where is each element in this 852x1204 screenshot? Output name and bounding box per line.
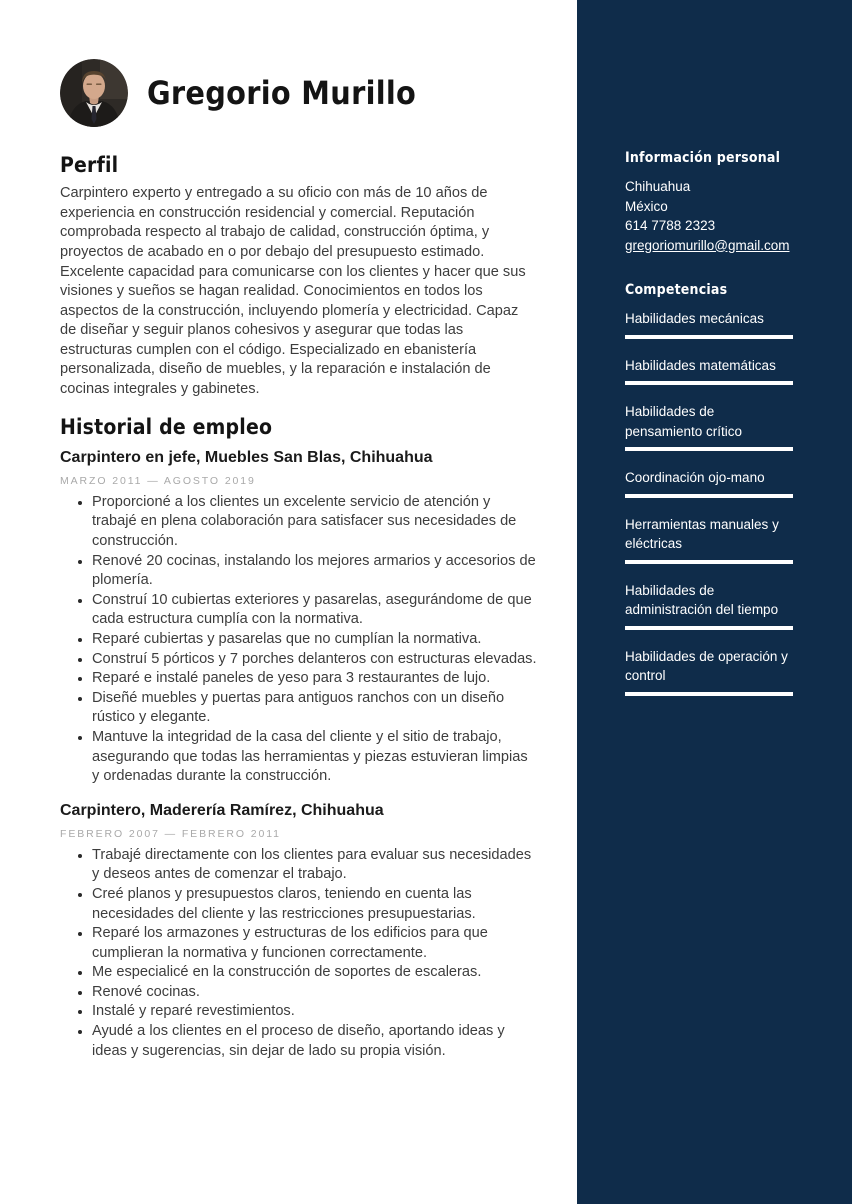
job-title: Carpintero en jefe, Muebles San Blas, Chihuahua <box>60 448 433 466</box>
skill-bar-fill <box>625 381 793 385</box>
job-bullet: • Me especialicé en la construcción de soportes de escaleras. <box>92 963 538 983</box>
skill-label: Habilidades de pensamiento crítico <box>625 404 743 439</box>
skills-section <box>625 282 793 696</box>
personal-info-items <box>625 177 793 236</box>
main-column <box>60 0 538 1075</box>
job-dates: FEBRERO 2007 — FEBRERO 2011 <box>60 827 281 840</box>
skill-bar <box>625 692 793 696</box>
candidate-name: Gregorio Murillo <box>147 74 417 112</box>
skill-bar <box>625 381 793 385</box>
skill-item <box>625 402 793 451</box>
job-bullet: • Reparé cubiertas y pasarelas que no cumplían la normativa. <box>92 630 538 650</box>
profile-photo <box>60 59 128 127</box>
skill-label: Coordinación ojo-mano <box>625 470 765 485</box>
profile-photo-image <box>60 59 128 127</box>
skill-label: Habilidades matemáticas <box>625 357 776 373</box>
skill-label: Habilidades mecánicas <box>625 311 764 326</box>
skill-item <box>625 309 793 339</box>
skill-bar <box>625 560 793 564</box>
skill-bar <box>625 626 793 630</box>
skill-bar-fill <box>625 447 793 451</box>
job-bullet: • Construí 5 pórticos y 7 porches delanteros con estructuras elevadas. <box>92 650 538 670</box>
resume-header <box>60 0 538 127</box>
personal-info-item: 614 7788 2323 <box>625 218 716 233</box>
job-bullet: • Mantuve la integridad de la casa del cliente y el sitio de trabajo, asegurando que todas las herramientas y piezas estuvieran limpias y ordenadas durante la construcción. <box>92 728 538 787</box>
job-bullet-list <box>60 493 538 787</box>
sidebar <box>577 0 852 1204</box>
profile-section-title: Perfil <box>60 153 119 177</box>
profile-summary: Carpintero experto y entregado a su oficio con más de 10 años de experiencia en construcción residencial y comercial. Reputación comprobada respecto al trabajo de calidad, construcción óptima, y proyectos de acabado en o por debajo del presupuesto estimado. Excelente capacidad para comunicarse con los clientes y hacer que sus visiones y sueños se hagan realidad. Conocimientos en todos los aspectos de la construcción, incluyendo plomería y electricidad. Capaz de diseñar y seguir planos cohesivos y asegurar que todas las estructuras cumplen con el código. Especializado en ebanistería personalizada, diseño de muebles, y la reparación e instalación de cocinas integrales y gabinetes. <box>60 185 526 398</box>
skill-bar-fill <box>625 494 793 498</box>
job-bullet: • Proporcioné a los clientes un excelente servicio de atención y trabajé en plena colaboración para satisfacer sus necesidades de construcción. <box>92 493 538 552</box>
personal-info-item: México <box>625 198 668 214</box>
job-bullet: • Trabajé directamente con los clientes para evaluar sus necesidades y deseos antes de comenzar el trabajo. <box>92 846 538 885</box>
employment-history <box>60 448 538 1061</box>
job-bullet: • Diseñé muebles y puertas para antiguos ranchos con un diseño rústico y elegante. <box>92 689 538 728</box>
personal-info-section <box>625 150 793 255</box>
job-bullet: • Reparé e instalé paneles de yeso para 3 restaurantes de lujo. <box>92 669 538 689</box>
skill-item <box>625 515 793 564</box>
email-link[interactable]: gregoriomurillo@gmail.com <box>625 237 790 253</box>
skill-item <box>625 647 793 696</box>
job-bullet: • Renové 20 cocinas, instalando los mejores armarios y accesorios de plomería. <box>92 552 538 591</box>
job-bullet: • Construí 10 cubiertas exteriores y pasarelas, asegurándome de que cada estructura cumplía con la normativa. <box>92 591 538 630</box>
skill-bar-fill <box>625 626 793 630</box>
skill-bar-fill <box>625 692 793 696</box>
job-bullet: • Instalé y reparé revestimientos. <box>92 1002 538 1022</box>
skills-list <box>625 309 793 696</box>
job-entry <box>60 448 538 787</box>
skill-bar-fill <box>625 335 793 339</box>
skills-title: Competencias <box>625 282 728 298</box>
personal-info-title: Información personal <box>625 150 781 166</box>
skill-bar <box>625 447 793 451</box>
skill-label: Herramientas manuales y eléctricas <box>625 516 779 551</box>
employment-section-title: Historial de empleo <box>60 414 273 439</box>
skill-label: Habilidades de administración del tiempo <box>625 582 779 617</box>
job-dates: MARZO 2011 — AGOSTO 2019 <box>60 474 256 487</box>
skill-bar <box>625 494 793 498</box>
job-bullet: • Renové cocinas. <box>92 983 538 1003</box>
skill-item <box>625 581 793 630</box>
skill-item <box>625 468 793 498</box>
personal-info-item: Chihuahua <box>625 179 691 194</box>
job-bullet: • Creé planos y presupuestos claros, teniendo en cuenta las necesidades del cliente y las restricciones presupuestarias. <box>92 885 538 924</box>
job-bullet: • Ayudé a los clientes en el proceso de diseño, aportando ideas y ideas y sugerencias, sin dejar de lado su propia visión. <box>92 1022 538 1061</box>
skill-bar <box>625 335 793 339</box>
job-bullet-list <box>60 846 538 1062</box>
job-entry <box>60 801 538 1062</box>
skill-item <box>625 356 793 386</box>
job-title: Carpintero, Maderería Ramírez, Chihuahua <box>60 801 384 819</box>
skill-label: Habilidades de operación y control <box>625 648 788 683</box>
skill-bar-fill <box>625 560 793 564</box>
job-bullet: • Reparé los armazones y estructuras de los edificios para que cumplieran la normativa y funcionen correctamente. <box>92 924 538 963</box>
